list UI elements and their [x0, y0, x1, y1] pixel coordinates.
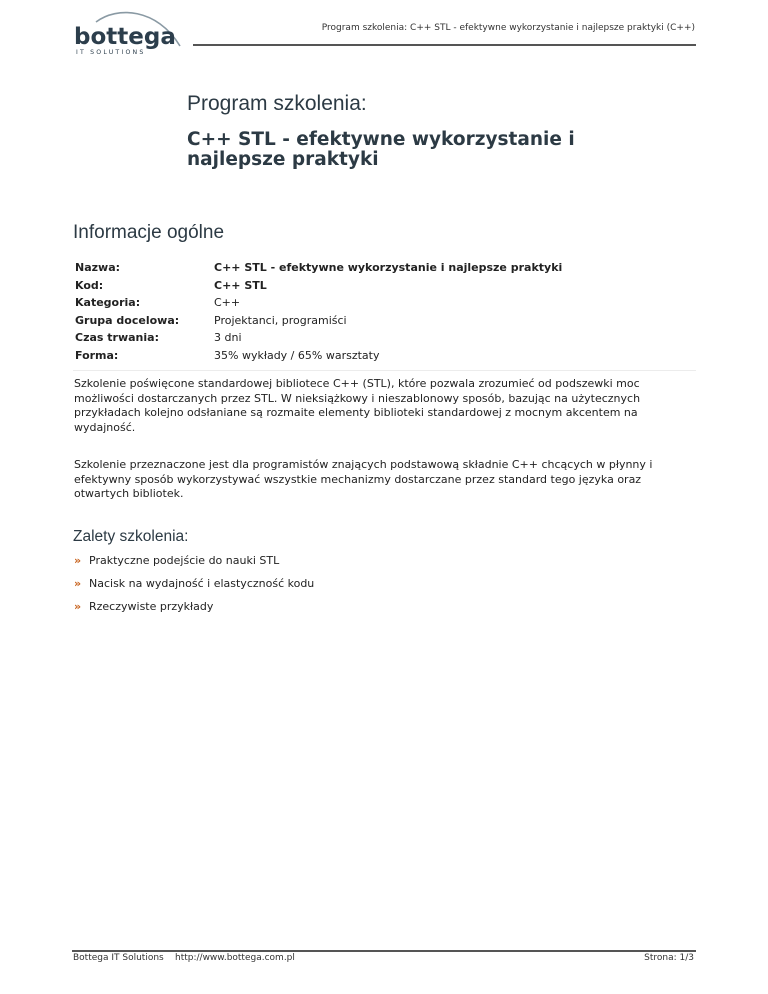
info-label: Nazwa: [75, 261, 121, 275]
course-title [187, 130, 707, 170]
list-item-text: Nacisk na wydajność i elastyczność kodu [89, 577, 315, 590]
advantages-list [74, 554, 314, 623]
footer-url-link[interactable]: http://www.bottega.com.pl [175, 953, 295, 963]
info-label: Forma: [75, 348, 119, 362]
chevron-bullet-icon: » [74, 577, 82, 590]
running-header-title: Program szkolenia: C++ STL - efektywne wykorzystanie i najlepsze praktyki (C++) [321, 23, 695, 33]
document-title-block [187, 92, 707, 170]
description-paragraph-2: Szkolenie przeznaczone jest dla programistów znających podstawową składnie C++ chcących w płynny i efektywny sposób wykorzystywać wszystkie mechanizmy dostarczane przez standard tego języka oraz otwartych bibliotek. [74, 458, 653, 500]
info-value: 35% wykłady / 65% warsztaty [214, 348, 380, 362]
footer-divider [72, 950, 696, 952]
chevron-bullet-icon: » [74, 600, 82, 613]
list-item [74, 577, 314, 600]
info-label: Kategoria: [75, 296, 141, 310]
info-row-name [75, 259, 562, 277]
info-label: Kod: [75, 278, 104, 292]
section-divider [73, 370, 696, 371]
info-value: C++ STL [214, 278, 267, 292]
logo-wordmark: bottega [74, 24, 176, 50]
footer-company: Bottega IT Solutions [73, 953, 164, 963]
info-value: C++ [214, 296, 241, 310]
info-value: Projektanci, programiści [214, 313, 347, 327]
info-row-category [75, 294, 562, 312]
page-title-kicker: Program szkolenia: [187, 92, 367, 115]
course-title-line-1: C++ STL - efektywne wykorzystanie i [187, 129, 575, 150]
list-item-text: Rzeczywiste przykłady [89, 600, 214, 613]
list-item-text: Praktyczne podejście do nauki STL [89, 554, 280, 567]
chevron-bullet-icon: » [74, 554, 82, 567]
description-paragraph-1: Szkolenie poświęcone standardowej bibliotece C++ (STL), które pozwala zrozumieć od podszewki moc możliwości dostarczanych przez STL. W nieksiążkowy i nieszablonowy sposób, bazując na użytecznych przykładach kolejno odsłaniane są rozmaite elementy biblioteki standardowej z mocnym akcentem na wydajność. [74, 377, 641, 434]
list-item [74, 600, 314, 623]
info-row-code [75, 277, 562, 295]
info-row-duration [75, 329, 562, 347]
info-row-form [75, 347, 562, 365]
info-row-audience [75, 312, 562, 330]
info-value: C++ STL - efektywne wykorzystanie i najlepsze praktyki [214, 261, 563, 275]
advantages-heading: Zalety szkolenia: [73, 528, 189, 545]
course-title-line-2: najlepsze praktyki [187, 149, 379, 170]
info-value: 3 dni [214, 331, 242, 345]
general-info-table [75, 259, 562, 364]
info-label: Czas trwania: [75, 331, 159, 345]
info-label: Grupa docelowa: [75, 313, 180, 327]
footer-page-number: Strona: 1/3 [644, 953, 694, 963]
list-item [74, 554, 314, 577]
bottega-logo [72, 10, 184, 56]
general-info-heading: Informacje ogólne [73, 222, 225, 243]
header-divider [193, 44, 696, 46]
logo-tagline: IT SOLUTIONS [76, 49, 146, 56]
